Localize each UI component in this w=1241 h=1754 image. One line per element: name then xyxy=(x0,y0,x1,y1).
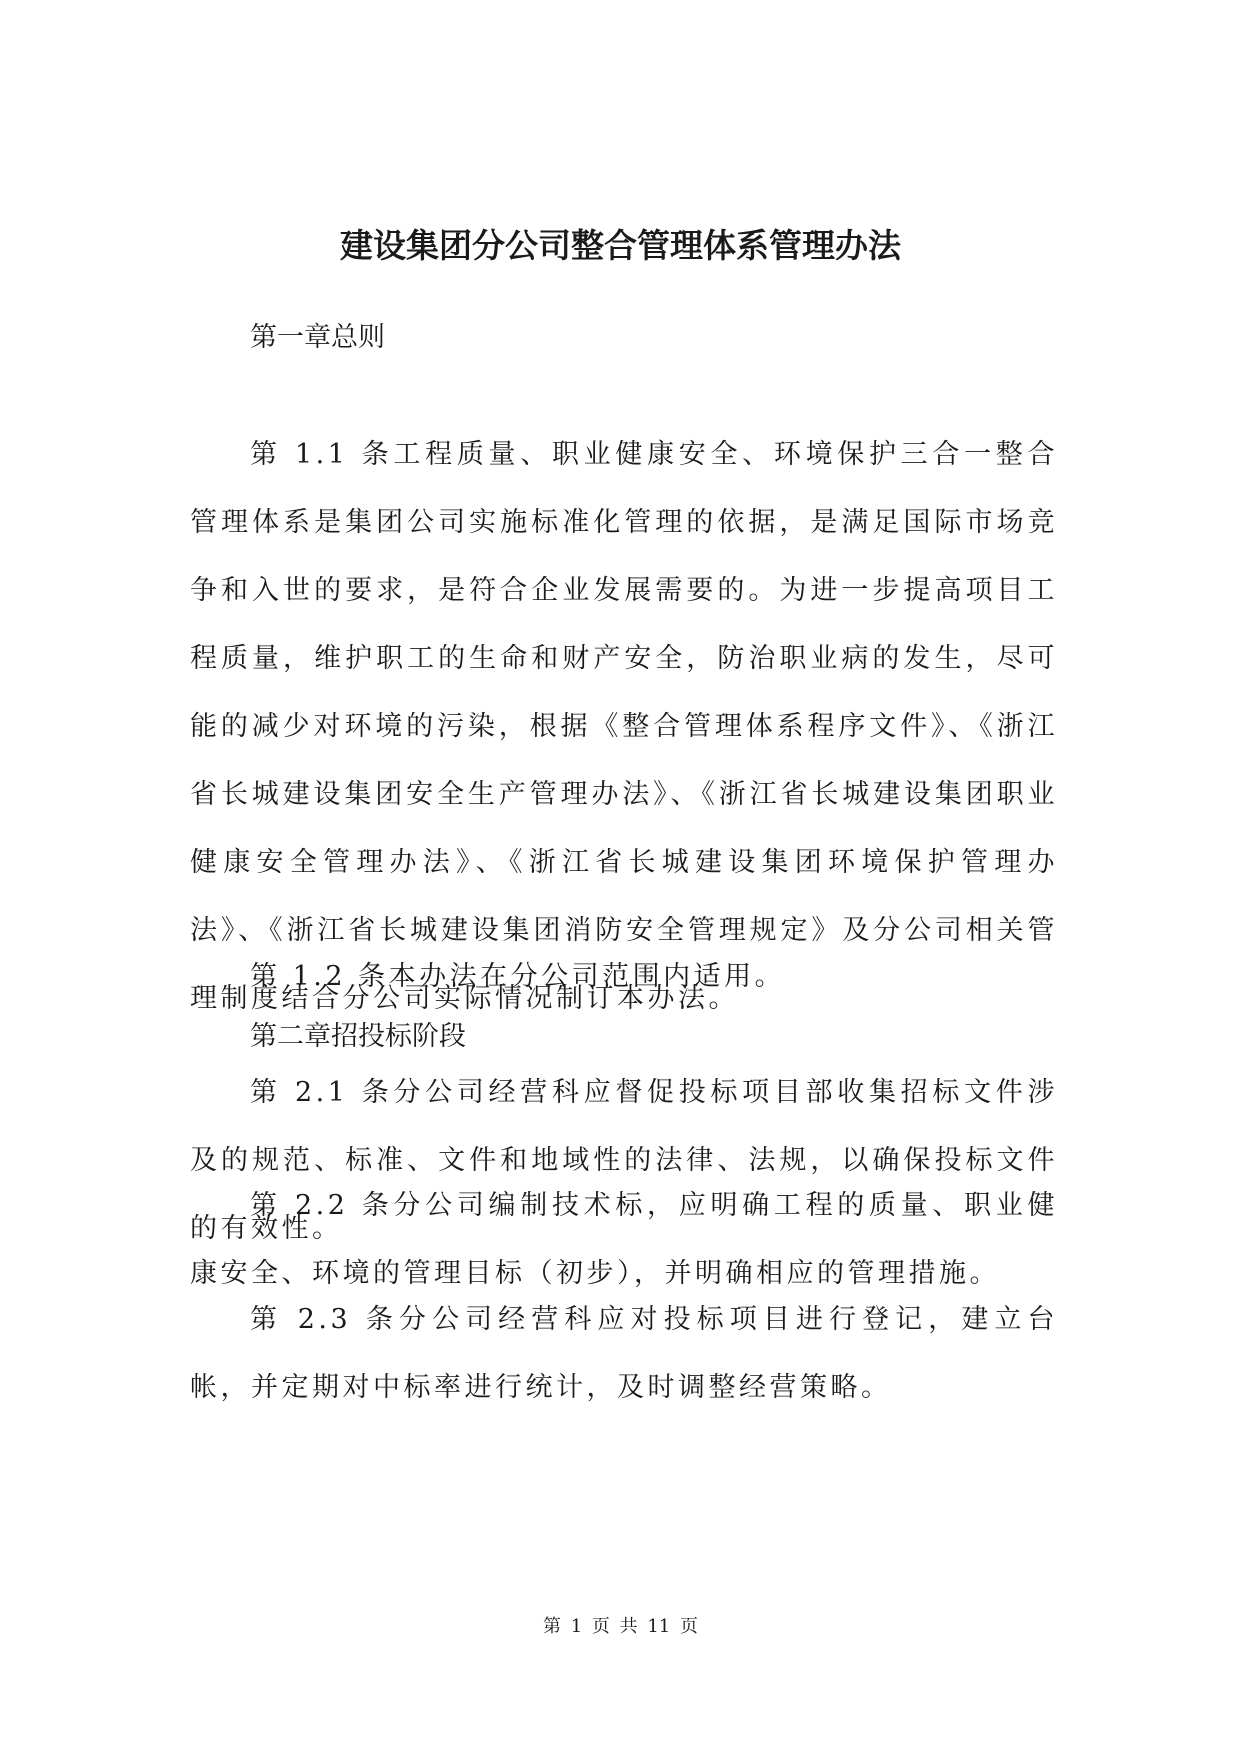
document-title: 建设集团分公司整合管理体系管理办法 xyxy=(340,226,901,265)
article-2-2: 第 2.2 条分公司编制技术标，应明确工程的质量、职业健康安全、环境的管理目标（初步），并明确相应的管理措施。 xyxy=(190,1190,1058,1289)
chapter-heading-1: 第一章总则 xyxy=(250,322,385,353)
page-footer: 第 1 页 共 11 页 xyxy=(543,1616,698,1637)
article-2-3: 第 2.3 条分公司经营科应对投标项目进行登记，建立台帐，并定期对中标率进行统计，及时调整经营策略。 xyxy=(190,1304,1058,1403)
article-1-2: 第 1.2 条本办法在分公司范围内适用。 xyxy=(250,961,786,992)
chapter-heading-2: 第二章招投标阶段 xyxy=(250,1021,466,1052)
article-2-1: 第 2.1 条分公司经营科应督促投标项目部收集招标文件涉及的规范、标准、文件和地域性的法律、法规，以确保投标文件的有效性。 xyxy=(190,1077,1058,1244)
article-1-1: 第 1.1 条工程质量、职业健康安全、环境保护三合一整合管理体系是集团公司实施标准化管理的依据，是满足国际市场竞争和入世的要求，是符合企业发展需要的。为进一步提高项目工程质量，维护职工的生命和财产安全，防治职业病的发生，尽可能的减少对环境的污染，根据《整合管理体系程序文件》、《浙江省长城建设集团安全生产管理办法》、《浙江省长城建设集团职业健康安全管理办法》、《浙江省长城建设集团环境保护管理办法》、《浙江省长城建设集团消防安全管理规定》及分公司相关管理制度结合分公司实际情况制订本办法。 xyxy=(190,439,1058,1014)
